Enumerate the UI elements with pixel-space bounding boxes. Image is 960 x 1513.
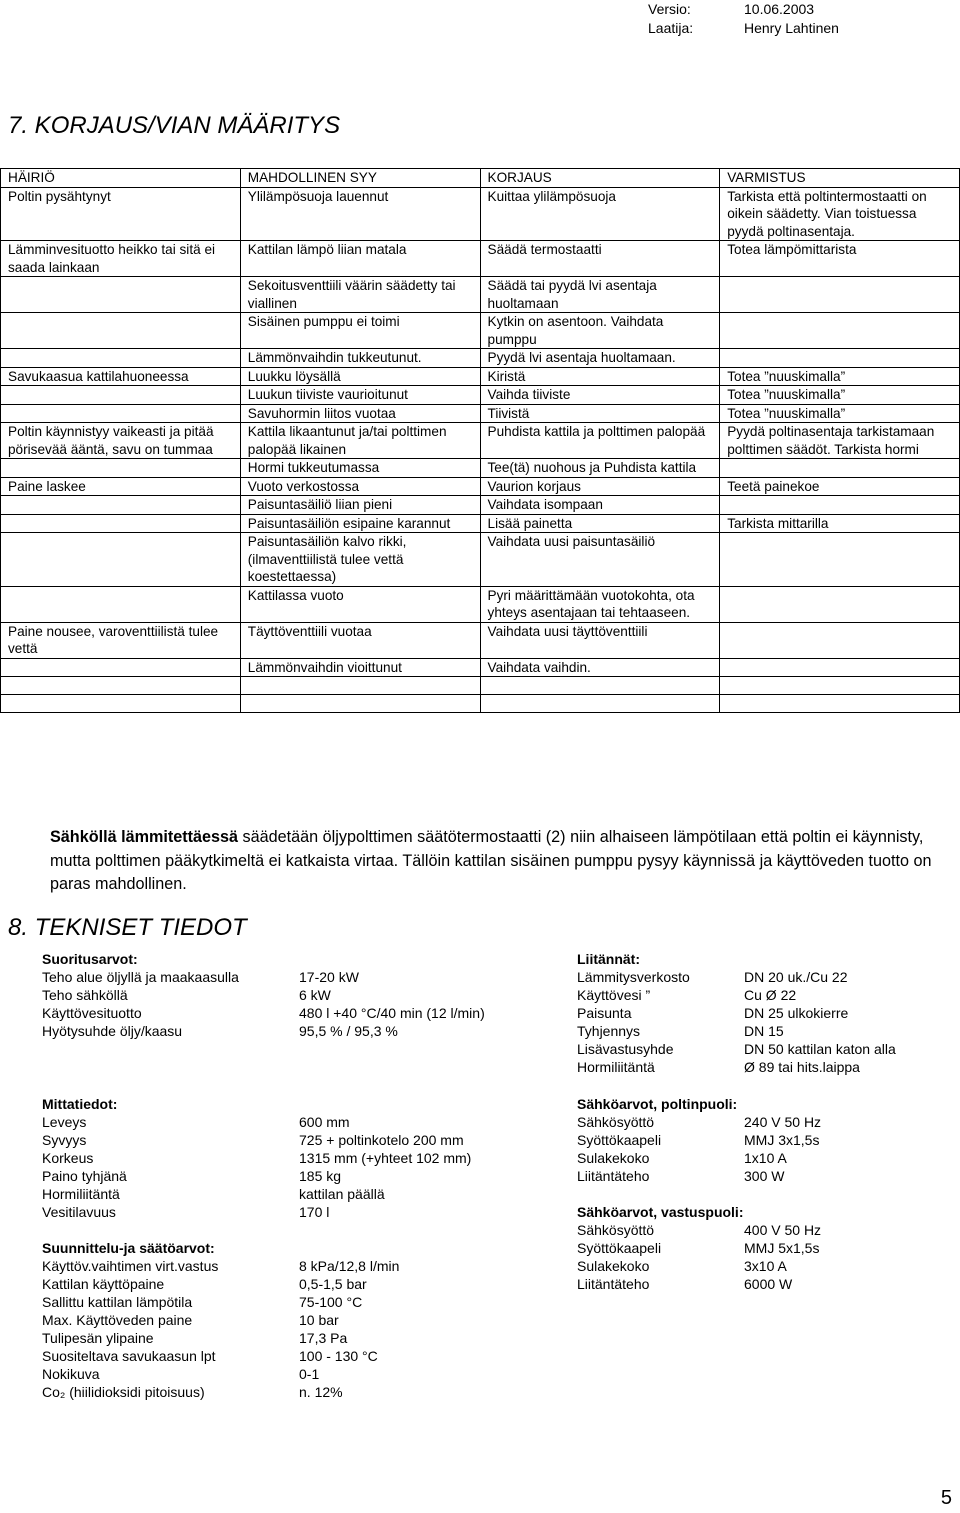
- spec-value: DN 50 kattilan katon alla: [744, 1041, 896, 1057]
- spec-value: DN 20 uk./Cu 22: [744, 969, 848, 985]
- table-cell: [240, 695, 480, 713]
- spec-row: [42, 1257, 399, 1275]
- spec-value: 95,5 % / 95,3 %: [299, 1023, 398, 1039]
- table-cell: Vaihdata uusi täyttöventtiili: [480, 622, 720, 658]
- spec-value: Cu Ø 22: [744, 987, 797, 1003]
- spec-value: 3x10 A: [744, 1258, 787, 1274]
- table-cell: Poltin käynnistyy vaikeasti ja pitää pörisevää ääntä, savu on tummaa: [1, 423, 241, 459]
- table-cell: [1, 496, 241, 515]
- spec-row: [577, 1221, 821, 1239]
- header-cell: VARMISTUS: [720, 169, 960, 188]
- spec-label: Lämmitysverkosto: [577, 969, 690, 985]
- spec-value: 8 kPa/12,8 l/min: [299, 1258, 400, 1274]
- table-cell: Poltin pysähtynyt: [1, 187, 241, 241]
- table-cell: Paisuntasäiliö liian pieni: [240, 496, 480, 515]
- table-cell: [720, 496, 960, 515]
- spec-row: [577, 1058, 896, 1076]
- table-cell: [1, 277, 241, 313]
- table-cell: Paine nousee, varoventtiilistä tulee vettä: [1, 622, 241, 658]
- spec-value: MMJ 3x1,5s: [744, 1132, 820, 1148]
- table-row: [1, 349, 960, 368]
- table-cell: Vaihdata vaihdin.: [480, 658, 720, 677]
- spec-row: [42, 1113, 471, 1131]
- table-row: [1, 277, 960, 313]
- table-cell: Ylilämpösuoja lauennut: [240, 187, 480, 241]
- table-cell: Vaurion korjaus: [480, 477, 720, 496]
- spec-row: [42, 1149, 471, 1167]
- table-cell: [720, 313, 960, 349]
- table-cell: Kattila likaantunut ja/tai polttimen palopää likainen: [240, 423, 480, 459]
- table-cell: [720, 677, 960, 695]
- spec-row: [42, 1203, 471, 1221]
- spec-label: Tulipesän ylipaine: [42, 1330, 154, 1346]
- spec-value: n. 12%: [299, 1384, 343, 1400]
- version-value: 10.06.2003: [744, 1, 815, 17]
- table-cell: Säädä tai pyydä lvi asentaja huoltamaan: [480, 277, 720, 313]
- spec-label: Liitäntäteho: [577, 1168, 650, 1184]
- spec-label: Co₂ (hiilidioksidi pitoisuus): [42, 1384, 205, 1400]
- table-row: [1, 586, 960, 622]
- section-heading: Sähköarvot, poltinpuoli:: [577, 1096, 738, 1112]
- table-row: [1, 386, 960, 405]
- table-row: [1, 677, 960, 695]
- page-number: 5: [940, 1487, 952, 1509]
- spec-value: 725 + poltinkotelo 200 mm: [299, 1132, 464, 1148]
- spec-row: [42, 1365, 399, 1383]
- table-cell: [720, 349, 960, 368]
- spec-row: [577, 1167, 821, 1185]
- table-cell: Vaihda tiiviste: [480, 386, 720, 405]
- fault-table: [0, 168, 960, 713]
- spec-label: Max. Käyttöveden paine: [42, 1312, 193, 1328]
- table-cell: Lämmönvaihdin vioittunut: [240, 658, 480, 677]
- table-cell: [1, 313, 241, 349]
- spec-value: 600 mm: [299, 1114, 350, 1130]
- spec-value: 480 l +40 °C/40 min (12 l/min): [299, 1005, 485, 1021]
- section-heading: Mittatiedot:: [42, 1096, 118, 1112]
- table-cell: [1, 677, 241, 695]
- table-cell: [240, 677, 480, 695]
- spec-value: 6000 W: [744, 1276, 793, 1292]
- spec-row: [577, 1113, 821, 1131]
- spec-label: Syöttökaapeli: [577, 1132, 662, 1148]
- spec-label: Syöttökaapeli: [577, 1240, 662, 1256]
- table-cell: Lisää painetta: [480, 514, 720, 533]
- spec-label: Tyhjennys: [577, 1023, 641, 1039]
- heater-electrical-values: [577, 1203, 821, 1293]
- table-row: [1, 404, 960, 423]
- spec-value: 0,5-1,5 bar: [299, 1276, 367, 1292]
- table-row: [1, 533, 960, 587]
- table-cell: Kiristä: [480, 367, 720, 386]
- section-heading: Liitännät:: [577, 951, 640, 967]
- table-cell: Vaihdata isompaan: [480, 496, 720, 515]
- document-meta: [648, 0, 839, 38]
- spec-row: [42, 1185, 471, 1203]
- spec-label: Sähkösyöttö: [577, 1222, 655, 1238]
- spec-row: [577, 968, 896, 986]
- table-cell: Pyri määrittämään vuotokohta, ota yhteys asentajaan tai tehtaaseen.: [480, 586, 720, 622]
- spec-row: [577, 1131, 821, 1149]
- spec-value: 1315 mm (+yhteet 102 mm): [299, 1150, 472, 1166]
- table-cell: [1, 349, 241, 368]
- spec-value: 75-100 °C: [299, 1294, 363, 1310]
- spec-value: 0-1: [299, 1366, 320, 1382]
- spec-value: DN 25 ulkokierre: [744, 1005, 849, 1021]
- spec-value: 17-20 kW: [299, 969, 359, 985]
- table-cell: Tiivistä: [480, 404, 720, 423]
- table-cell: Kytkin on asentoon. Vaihdata pumppu: [480, 313, 720, 349]
- table-cell: Tarkista että poltintermostaatti on oikein säädetty. Vian toistuessa pyydä poltinasentaja.: [720, 187, 960, 241]
- spec-label: Nokikuva: [42, 1366, 100, 1382]
- author-value: Henry Lahtinen: [744, 20, 839, 36]
- table-row: [1, 477, 960, 496]
- table-cell: Totea lämpömittarista: [720, 241, 960, 277]
- header-cell: KORJAUS: [480, 169, 720, 188]
- table-row: [1, 313, 960, 349]
- spec-row: [577, 1239, 821, 1257]
- spec-value: 17,3 Pa: [299, 1330, 348, 1346]
- spec-label: Liitäntäteho: [577, 1276, 650, 1292]
- spec-row: [577, 1257, 821, 1275]
- spec-row: [42, 1293, 399, 1311]
- spec-label: Syvyys: [42, 1132, 87, 1148]
- table-cell: Teetä painekoe: [720, 477, 960, 496]
- table-cell: [480, 695, 720, 713]
- table-cell: Pyydä lvi asentaja huoltamaan.: [480, 349, 720, 368]
- table-row: [1, 423, 960, 459]
- table-row: [1, 241, 960, 277]
- table-cell: [720, 533, 960, 587]
- spec-row: [42, 1275, 399, 1293]
- table-cell: Luukun tiiviste vaurioitunut: [240, 386, 480, 405]
- spec-label: Sähkösyöttö: [577, 1114, 655, 1130]
- table-cell: Hormi tukkeutumassa: [240, 459, 480, 478]
- note-bold: Sähköllä lämmitettäessä: [50, 828, 239, 846]
- spec-label: Lisävastusyhde: [577, 1041, 674, 1057]
- table-cell: Tarkista mittarilla: [720, 514, 960, 533]
- spec-label: Kattilan käyttöpaine: [42, 1276, 165, 1292]
- spec-row: [42, 1022, 485, 1040]
- table-cell: Savukaasua kattilahuoneessa: [1, 367, 241, 386]
- spec-label: Hyötysuhde öljy/kaasu: [42, 1023, 183, 1039]
- section-heading: Sähköarvot, vastuspuoli:: [577, 1204, 744, 1220]
- spec-row: [577, 1022, 896, 1040]
- table-cell: Luukku löysällä: [240, 367, 480, 386]
- table-cell: Paine laskee: [1, 477, 241, 496]
- spec-row: [42, 968, 485, 986]
- table-row: [1, 496, 960, 515]
- table-cell: [1, 695, 241, 713]
- table-cell: Lämmönvaihdin tukkeutunut.: [240, 349, 480, 368]
- table-cell: [1, 386, 241, 405]
- table-row: [1, 459, 960, 478]
- table-cell: Lämminvesituotto heikko tai sitä ei saada lainkaan: [1, 241, 241, 277]
- connections: [577, 950, 896, 1076]
- spec-value: 10 bar: [299, 1312, 339, 1328]
- table-cell: Totea ”nuuskimalla”: [720, 404, 960, 423]
- section-8-title: 8. TEKNISET TIEDOT: [8, 914, 247, 941]
- spec-label: Teho sähköllä: [42, 987, 128, 1003]
- spec-value: 170 l: [299, 1204, 330, 1220]
- spec-label: Käyttövesi ”: [577, 987, 651, 1003]
- spec-label: Vesitilavuus: [42, 1204, 116, 1220]
- table-cell: [720, 622, 960, 658]
- spec-label: Paino tyhjänä: [42, 1168, 127, 1184]
- version-label: Versio:: [648, 1, 691, 17]
- spec-label: Teho alue öljyllä ja maakaasulla: [42, 969, 239, 985]
- table-body: [1, 187, 960, 713]
- electric-heating-note: [50, 826, 940, 897]
- table-cell: [720, 277, 960, 313]
- spec-row: [42, 1347, 399, 1365]
- table-header-row: [1, 169, 960, 188]
- spec-row: [42, 1167, 471, 1185]
- table-cell: Totea ”nuuskimalla”: [720, 367, 960, 386]
- spec-value: kattilan päällä: [299, 1186, 385, 1202]
- table-cell: [1, 404, 241, 423]
- table-cell: Puhdista kattila ja polttimen palopää: [480, 423, 720, 459]
- spec-row: [577, 1004, 896, 1022]
- section-heading: Suunnittelu-ja säätöarvot:: [42, 1240, 215, 1256]
- table-cell: Tee(tä) nuohous ja Puhdista kattila: [480, 459, 720, 478]
- table-cell: [1, 533, 241, 587]
- table-cell: [480, 677, 720, 695]
- table-cell: [720, 658, 960, 677]
- spec-row: [42, 986, 485, 1004]
- table-cell: Kattilan lämpö liian matala: [240, 241, 480, 277]
- section-7-title: 7. KORJAUS/VIAN MÄÄRITYS: [8, 112, 341, 139]
- spec-row: [42, 1329, 399, 1347]
- table-cell: Kattilassa vuoto: [240, 586, 480, 622]
- spec-value: MMJ 5x1,5s: [744, 1240, 820, 1256]
- performance-values: [42, 950, 485, 1040]
- spec-row: [42, 1004, 485, 1022]
- burner-electrical-values: [577, 1095, 821, 1185]
- spec-label: Sulakekoko: [577, 1258, 650, 1274]
- table-cell: Paisuntasäiliön kalvo rikki, (ilmaventtiilistä tulee vettä koestettaessa): [240, 533, 480, 587]
- spec-label: Sulakekoko: [577, 1150, 650, 1166]
- table-cell: [1, 514, 241, 533]
- table-cell: Savuhormin liitos vuotaa: [240, 404, 480, 423]
- spec-row: [577, 1149, 821, 1167]
- table-cell: [1, 459, 241, 478]
- design-values: [42, 1239, 399, 1401]
- spec-value: 300 W: [744, 1168, 785, 1184]
- spec-value: 6 kW: [299, 987, 331, 1003]
- spec-label: Suositeltava savukaasun lpt: [42, 1348, 216, 1364]
- table-cell: Vuoto verkostossa: [240, 477, 480, 496]
- spec-row: [577, 1040, 896, 1058]
- table-cell: [720, 459, 960, 478]
- header-cell: HÄIRIÖ: [1, 169, 241, 188]
- table-row: [1, 367, 960, 386]
- spec-row: [577, 986, 896, 1004]
- spec-label: Leveys: [42, 1114, 87, 1130]
- table-cell: [720, 586, 960, 622]
- table-row: [1, 622, 960, 658]
- table-cell: Täyttöventtiili vuotaa: [240, 622, 480, 658]
- table-cell: Sekoitusventtiili väärin säädetty tai viallinen: [240, 277, 480, 313]
- author-label: Laatija:: [648, 20, 694, 36]
- spec-label: Paisunta: [577, 1005, 632, 1021]
- spec-label: Hormiliitäntä: [42, 1186, 120, 1202]
- spec-label: Korkeus: [42, 1150, 94, 1166]
- table-cell: [1, 658, 241, 677]
- table-cell: [720, 695, 960, 713]
- table-cell: Vaihdata uusi paisuntasäiliö: [480, 533, 720, 587]
- spec-row: [42, 1131, 471, 1149]
- spec-label: Sallittu kattilan lämpötila: [42, 1294, 193, 1310]
- table-cell: Kuittaa ylilämpösuoja: [480, 187, 720, 241]
- header-cell: MAHDOLLINEN SYY: [240, 169, 480, 188]
- table-row: [1, 658, 960, 677]
- section-heading: Suoritusarvot:: [42, 951, 138, 967]
- note-text: säädetään öljypolttimen säätötermostaatti (2) niin alhaiseen lämpötilaan että poltin ei käynnisty, mutta polttimen pääkytkimeltä ei katkaista virtaa. Tällöin kattilan sisäinen pumppu pysyy käynnissä ja käyttöveden tuotto on paras mahdollinen.: [50, 828, 932, 893]
- spec-label: Hormiliitäntä: [577, 1059, 655, 1075]
- table-cell: [1, 586, 241, 622]
- spec-row: [42, 1311, 399, 1329]
- spec-label: Käyttövesituotto: [42, 1005, 142, 1021]
- spec-value: 240 V 50 Hz: [744, 1114, 822, 1130]
- table-cell: Paisuntasäiliön esipaine karannut: [240, 514, 480, 533]
- table-cell: Sisäinen pumppu ei toimi: [240, 313, 480, 349]
- table-cell: Säädä termostaatti: [480, 241, 720, 277]
- spec-value: 1x10 A: [744, 1150, 787, 1166]
- table-cell: Pyydä poltinasentaja tarkistamaan polttimen säädöt. Tarkista hormi: [720, 423, 960, 459]
- dimensions: [42, 1095, 471, 1221]
- table-row: [1, 695, 960, 713]
- spec-row: [42, 1383, 399, 1401]
- table-row: [1, 187, 960, 241]
- spec-value: 400 V 50 Hz: [744, 1222, 822, 1238]
- spec-value: DN 15: [744, 1023, 784, 1039]
- spec-value: 100 - 130 °C: [299, 1348, 378, 1364]
- spec-value: 185 kg: [299, 1168, 342, 1184]
- table-cell: Totea ”nuuskimalla”: [720, 386, 960, 405]
- spec-value: Ø 89 tai hits.laippa: [744, 1059, 860, 1075]
- spec-label: Käyttöv.vaihtimen virt.vastus: [42, 1258, 219, 1274]
- spec-row: [577, 1275, 821, 1293]
- table-row: [1, 514, 960, 533]
